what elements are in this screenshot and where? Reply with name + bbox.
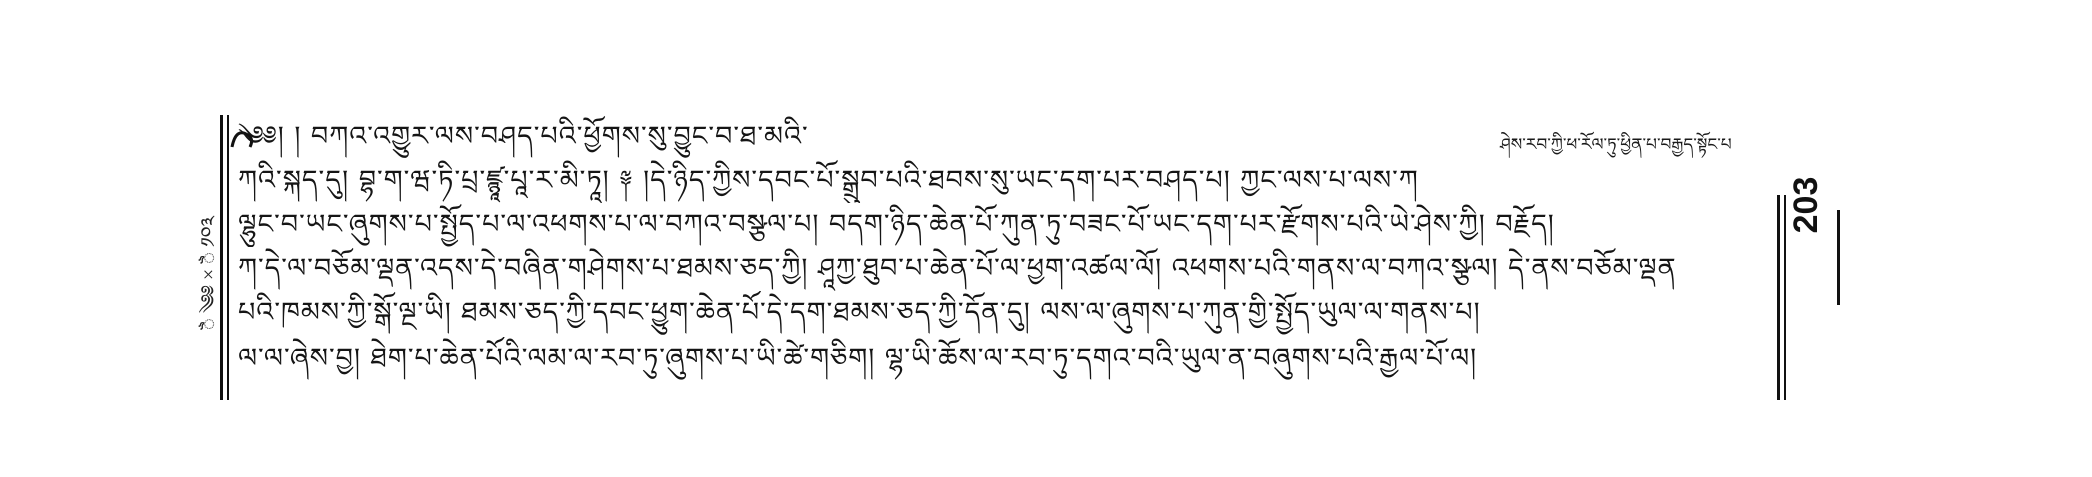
right-frame-line: [1777, 195, 1780, 400]
line-4-text: ཀ་དེ་ལ་བཅོམ་ལྡན་འདས་དེ་བཞིན་གཤེགས་པ་ཐམས་ཅད་ཀྱི། ཤཱཀྱ་ཐུབ་པ་ཆེན་པོ་ལ་ཕྱག་འཚལ་ལོ། འཕགས་པའི་གནས་ལ་བཀའ་སྩལ། དེ་ནས་བཅོམ་ལྡན: [238, 253, 1677, 284]
text-line-5: [238, 291, 1765, 335]
text-line-4: [238, 247, 1765, 291]
text-line-3: [238, 203, 1765, 247]
page-number: 203: [1786, 176, 1825, 234]
text-line-2: [238, 159, 1765, 203]
line-3-text: ལྷུང་བ་ཡང་ཞུགས་པ་སྤྱོད་པ་ལ་འཕགས་པ་ལ་བཀའ་བསྩལ་པ། བདག་ཉིད་ཆེན་པོ་ཀུན་ཏུ་བཟང་པོ་ཡང་དག་པར་རྫོགས་པའི་ཡེ་ཤེས་ཀྱི། བརྗོད།: [238, 209, 1555, 240]
line-6-text: ལ་ལ་ཞེས་བྱ། ཐེག་པ་ཆེན་པོའི་ལམ་ལ་རབ་ཏུ་ཞུགས་པ་ཡི་ཚེ་གཅིག། ལྷ་ཡི་ཆོས་ལ་རབ་ཏུ་དགའ་བའི་ཡུལ་ན་བཞུགས་པའི་རྒྱལ་པོ་ལ།: [238, 343, 1478, 374]
line-1-gloss: ཤེས་རབ་ཀྱི་ཕ་རོལ་ཏུ་ཕྱིན་པ་བརྒྱད་སྟོང་པ: [1500, 135, 1732, 155]
text-line-1: [238, 115, 1500, 159]
folio-page: [220, 115, 1840, 400]
line-1-text: ༄༅། ། བཀའ་འགྱུར་ལས་བཤད་པའི་ཕྱོགས་སུ་བྱུང་བ་ཐ་མའི་: [238, 121, 809, 152]
text-line-6: [238, 337, 1765, 381]
margin-note-text: ꣿ ༄༅ × ꣿ ༡༠༣: [198, 216, 220, 330]
line-2-text: ཀའི་སྐད་དུ། བྷ་ག་ཝ་ཏི་པྲ་ཛྙཱ་པཱ་ར་མི་ཏཱ། ༈ །དེ་ཉིད་ཀྱིས་དབང་པོ་སྒྲུབ་པའི་ཐབས་སུ་ཡང་དག་པར་བཤད་པ། ཀྱང་ལས་པ་ལས་ཀ: [238, 165, 1419, 196]
margin-note: [182, 120, 220, 330]
line-5-text: པའི་ཁམས་ཀྱི་སྒོ་ལྔ་ཡི། ཐམས་ཅད་ཀྱི་དབང་ཕྱུག་ཆེན་པོ་དེ་དག་ཐམས་ཅད་ཀྱི་དོན་དུ། ལས་ལ་ཞུགས་པ་ཀུན་གྱི་སྤྱོད་ཡུལ་ལ་གནས་པ།: [238, 297, 1481, 328]
page-number-box-line: [1837, 210, 1840, 305]
